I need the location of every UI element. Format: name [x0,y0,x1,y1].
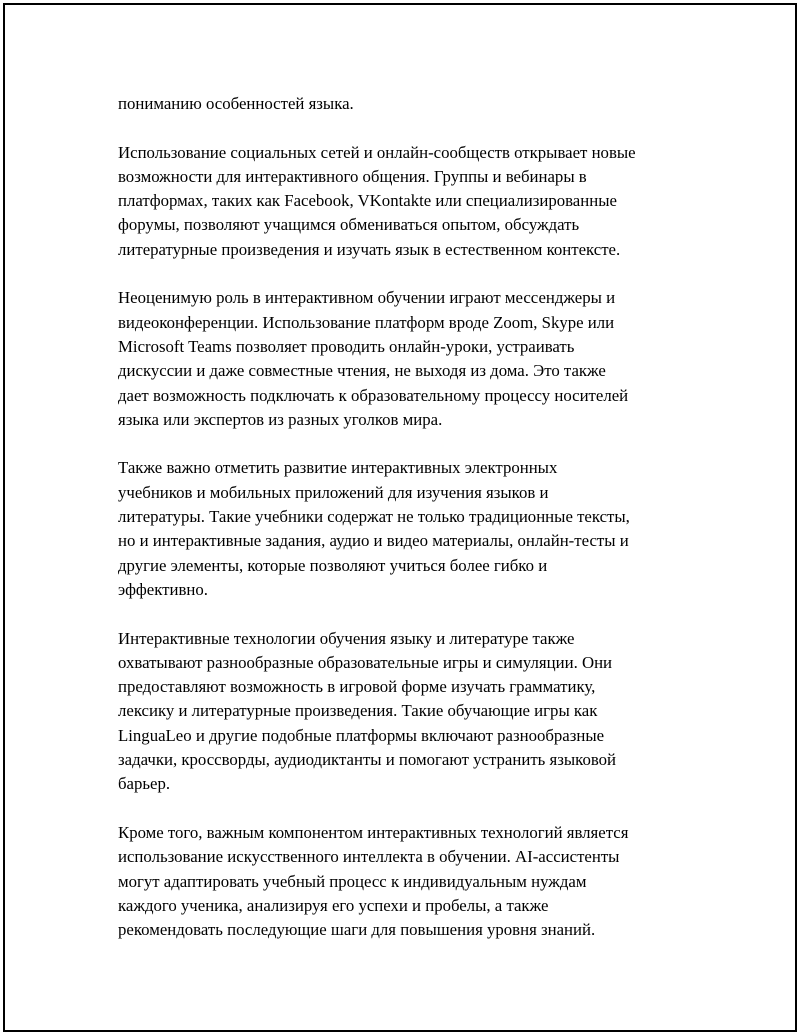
text-line: Интерактивные технологии обучения языку и литературе также [118,628,575,648]
text-line: лексику и литературные произведения. Такие обучающие игры как [118,701,598,721]
text-line: Кроме того, важным компонентом интерактивных технологий является [118,822,629,842]
text-line: платформах, таких как Facebook, VKontakte или специализированные [118,191,617,211]
text-line: дает возможность подключать к образовательному процессу носителей [118,385,629,405]
text-line: форумы, позволяют учащимся обмениваться опытом, обсуждать [118,215,580,235]
text-line: Неоценимую роль в интерактивном обучении играют мессенджеры и [118,288,616,308]
text-line: учебников и мобильных приложений для изучения языков и [118,482,549,502]
paragraph [118,141,698,262]
paragraph [118,627,698,797]
text-line: языка или экспертов из разных уголков мира. [118,409,443,429]
text-line: предоставляют возможность в игровой форме изучать грамматику, [118,677,596,697]
document-body [118,92,698,967]
text-line: другие элементы, которые позволяют учиться более гибко и [118,555,548,575]
text-line: Также важно отметить развитие интерактивных электронных [118,458,558,478]
text-line: возможности для интерактивного общения. Группы и вебинары в [118,166,587,186]
text-line: эффективно. [118,579,208,599]
text-line: дискуссии и даже совместные чтения, не выходя из дома. Это также [118,361,606,381]
text-line: LinguaLeo и другие подобные платформы включают разнообразные [118,725,605,745]
text-line: но и интерактивные задания, аудио и видео материалы, онлайн-тесты и [118,531,629,551]
text-line: каждого ученика, анализируя его успехи и пробелы, а также [118,895,549,915]
paragraph [118,286,698,432]
text-line: барьер. [118,774,171,794]
paragraph [118,456,698,602]
text-line: использование искусственного интеллекта в обучении. AI-ассистенты [118,847,620,867]
text-line: видеоконференции. Использование платформ вроде Zoom, Skype или [118,312,615,332]
paragraph [118,92,698,116]
text-line: рекомендовать последующие шаги для повышения уровня знаний. [118,920,596,940]
text-line: охватывают разнообразные образовательные игры и симуляции. Они [118,652,613,672]
text-line: могут адаптировать учебный процесс к индивидуальным нуждам [118,871,587,891]
text-line: литературы. Такие учебники содержат не только традиционные тексты, [118,507,630,527]
text-line: Microsoft Teams позволяет проводить онлайн-уроки, устраивать [118,336,575,356]
text-line: задачки, кроссворды, аудиодиктанты и помогают устранить языковой [118,750,617,770]
paragraph [118,821,698,942]
text-line: Использование социальных сетей и онлайн-сообществ открывает новые [118,142,636,162]
text-line: пониманию особенностей языка. [118,94,354,113]
text-line: литературные произведения и изучать язык в естественном контексте. [118,239,621,259]
